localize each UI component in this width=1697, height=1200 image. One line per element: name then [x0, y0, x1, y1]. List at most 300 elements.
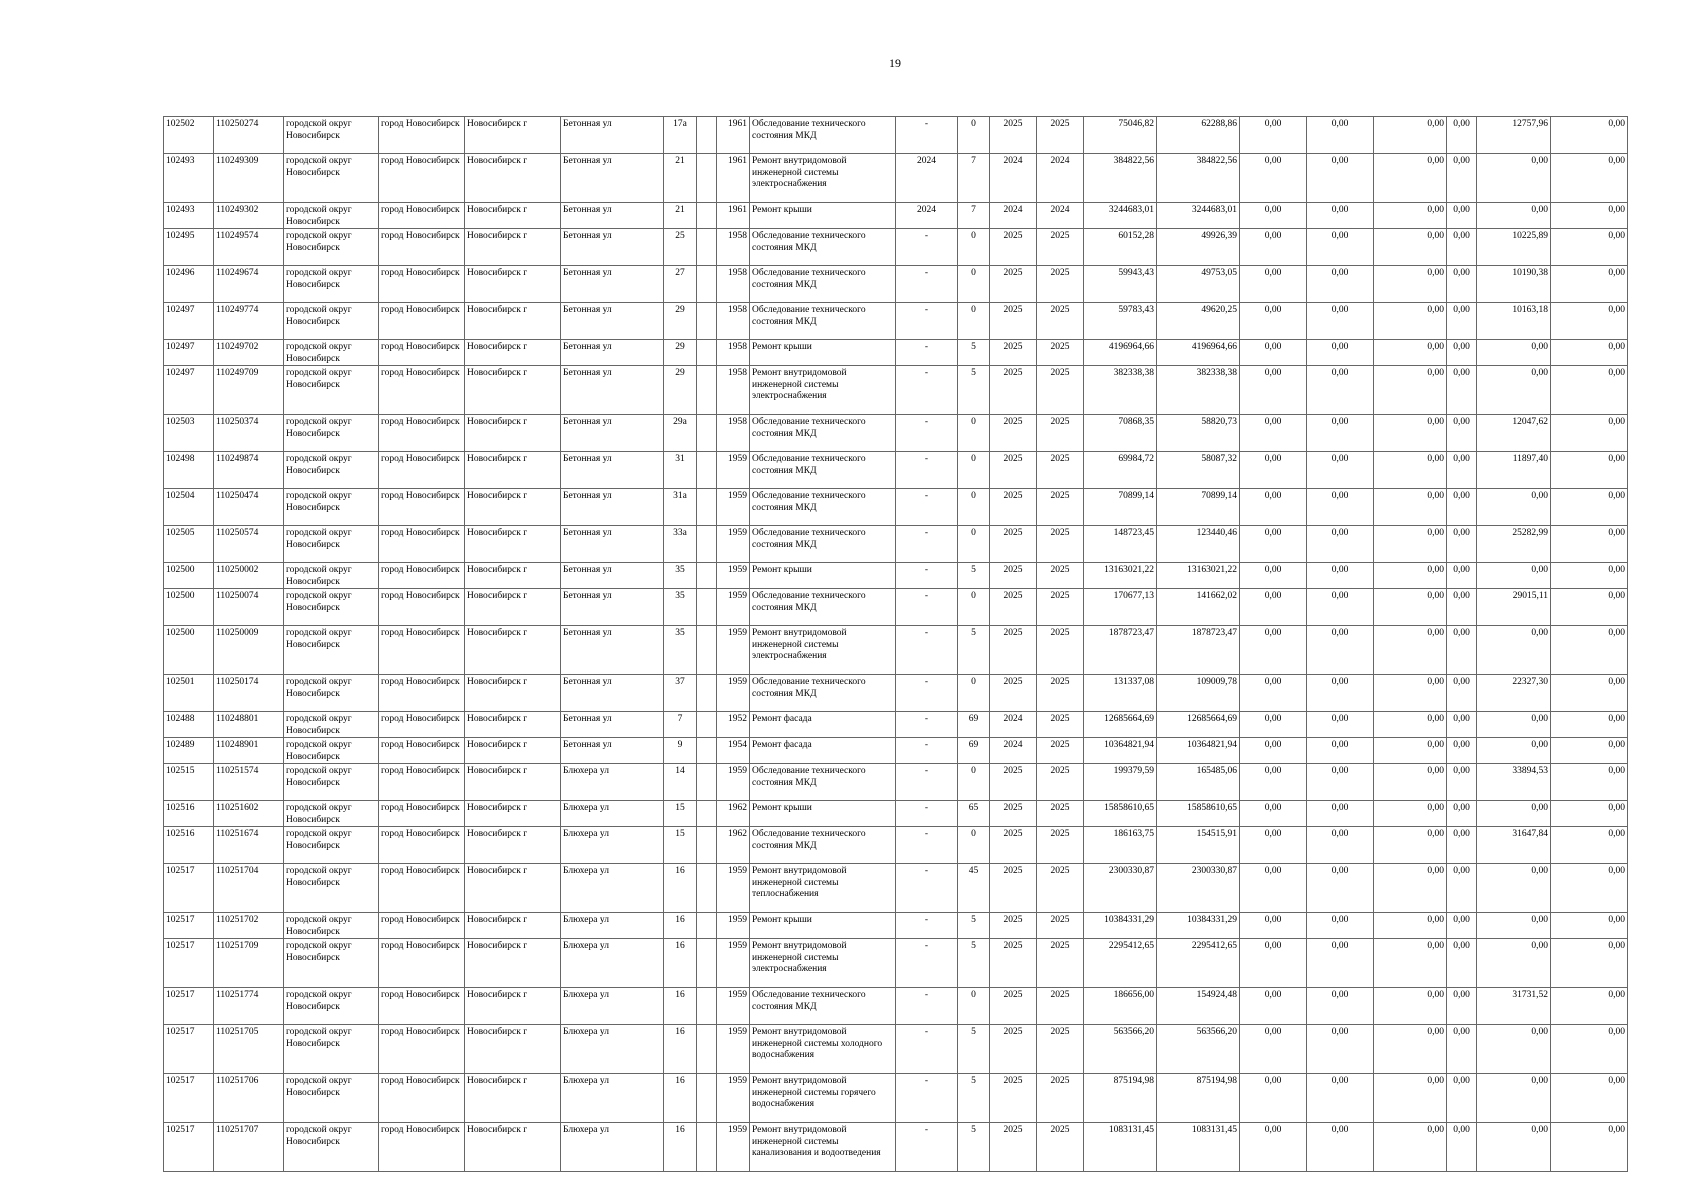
cell-wear-percent: 0 — [958, 589, 990, 626]
cell-record-id: 110250074 — [214, 589, 284, 626]
cell-start-year: 2025 — [990, 1074, 1037, 1123]
cell-house-number: 21 — [664, 203, 697, 229]
cell-street: Блюхера ул — [561, 1074, 664, 1123]
cell-cost-col-4: 0,00 — [1447, 452, 1477, 489]
cell-building — [697, 452, 717, 489]
cell-municipal-district: городской округ Новосибирск — [284, 203, 379, 229]
cell-wear-percent: 0 — [958, 415, 990, 452]
cell-cost-col-4: 0,00 — [1447, 526, 1477, 563]
cell-built-year: 1959 — [717, 939, 750, 988]
cell-cost-col-1: 0,00 — [1240, 366, 1307, 415]
cell-built-year: 1959 — [717, 1074, 750, 1123]
table-row — [164, 489, 1628, 526]
cell-end-year: 2025 — [1037, 675, 1084, 712]
cell-cost-col-2: 0,00 — [1307, 764, 1374, 801]
cell-record-id: 110249302 — [214, 203, 284, 229]
cell-cost-col-1: 0,00 — [1240, 1123, 1307, 1172]
cell-locality: Новосибирск г — [465, 712, 561, 738]
cell-cost-col-1: 0,00 — [1240, 712, 1307, 738]
cell-record-id: 110250009 — [214, 626, 284, 675]
cell-cost-col-2: 0,00 — [1307, 452, 1374, 489]
cell-owner-cost: 0,00 — [1477, 626, 1551, 675]
cell-row-id: 102493 — [164, 154, 214, 203]
cell-end-year: 2025 — [1037, 827, 1084, 864]
cell-house-number: 16 — [664, 1025, 697, 1074]
cell-cost-col-2: 0,00 — [1307, 939, 1374, 988]
cell-building — [697, 266, 717, 303]
cell-wear-percent: 5 — [958, 626, 990, 675]
cell-cost-col-6: 0,00 — [1551, 366, 1628, 415]
cell-end-year: 2025 — [1037, 939, 1084, 988]
cell-cost-col-2: 0,00 — [1307, 1025, 1374, 1074]
cell-building — [697, 939, 717, 988]
cell-owner-cost: 29015,11 — [1477, 589, 1551, 626]
cell-work-type: Обследование технического состояния МКД — [750, 489, 896, 526]
cell-row-id: 102517 — [164, 913, 214, 939]
cell-cost-col-6: 0,00 — [1551, 154, 1628, 203]
cell-planned-year: - — [896, 913, 958, 939]
cell-fund-cost: 10384331,29 — [1157, 913, 1240, 939]
cell-building — [697, 489, 717, 526]
cell-building — [697, 827, 717, 864]
cell-wear-percent: 0 — [958, 117, 990, 154]
cell-work-type: Ремонт внутридомовой инженерной системы электроснабжения — [750, 626, 896, 675]
table-row — [164, 229, 1628, 266]
cell-locality: Новосибирск г — [465, 340, 561, 366]
table-row — [164, 266, 1628, 303]
cell-planned-year: - — [896, 1123, 958, 1172]
cell-cost-col-4: 0,00 — [1447, 563, 1477, 589]
cell-house-number: 14 — [664, 764, 697, 801]
cell-built-year: 1959 — [717, 626, 750, 675]
cell-fund-cost: 70899,14 — [1157, 489, 1240, 526]
cell-settlement: город Новосибирск — [379, 154, 465, 203]
cell-cost-col-1: 0,00 — [1240, 1074, 1307, 1123]
cell-planned-year: - — [896, 589, 958, 626]
cell-start-year: 2024 — [990, 154, 1037, 203]
cell-house-number: 25 — [664, 229, 697, 266]
cell-cost-col-2: 0,00 — [1307, 801, 1374, 827]
cell-total-cost: 382338,38 — [1084, 366, 1157, 415]
cell-wear-percent: 0 — [958, 675, 990, 712]
cell-planned-year: - — [896, 452, 958, 489]
cell-cost-col-4: 0,00 — [1447, 764, 1477, 801]
cell-cost-col-1: 0,00 — [1240, 1025, 1307, 1074]
cell-record-id: 110251706 — [214, 1074, 284, 1123]
cell-municipal-district: городской округ Новосибирск — [284, 1123, 379, 1172]
cell-house-number: 16 — [664, 939, 697, 988]
cell-cost-col-3: 0,00 — [1374, 1123, 1447, 1172]
cell-municipal-district: городской округ Новосибирск — [284, 266, 379, 303]
cell-house-number: 9 — [664, 738, 697, 764]
cell-fund-cost: 12685664,69 — [1157, 712, 1240, 738]
cell-work-type: Обследование технического состояния МКД — [750, 415, 896, 452]
cell-owner-cost: 0,00 — [1477, 801, 1551, 827]
cell-built-year: 1959 — [717, 526, 750, 563]
cell-start-year: 2025 — [990, 988, 1037, 1025]
cell-work-type: Ремонт внутридомовой инженерной системы теплоснабжения — [750, 864, 896, 913]
cell-wear-percent: 69 — [958, 738, 990, 764]
cell-street: Бетонная ул — [561, 366, 664, 415]
cell-total-cost: 1878723,47 — [1084, 626, 1157, 675]
cell-cost-col-4: 0,00 — [1447, 229, 1477, 266]
cell-house-number: 7 — [664, 712, 697, 738]
cell-settlement: город Новосибирск — [379, 526, 465, 563]
cell-fund-cost: 49620,25 — [1157, 303, 1240, 340]
cell-end-year: 2025 — [1037, 366, 1084, 415]
cell-record-id: 110250174 — [214, 675, 284, 712]
cell-street: Бетонная ул — [561, 117, 664, 154]
cell-municipal-district: городской округ Новосибирск — [284, 864, 379, 913]
cell-wear-percent: 0 — [958, 266, 990, 303]
cell-cost-col-2: 0,00 — [1307, 229, 1374, 266]
cell-cost-col-6: 0,00 — [1551, 675, 1628, 712]
cell-cost-col-4: 0,00 — [1447, 712, 1477, 738]
cell-locality: Новосибирск г — [465, 203, 561, 229]
table-row — [164, 738, 1628, 764]
cell-total-cost: 10364821,94 — [1084, 738, 1157, 764]
table-row — [164, 589, 1628, 626]
cell-fund-cost: 2300330,87 — [1157, 864, 1240, 913]
cell-locality: Новосибирск г — [465, 526, 561, 563]
cell-street: Бетонная ул — [561, 712, 664, 738]
cell-cost-col-6: 0,00 — [1551, 489, 1628, 526]
cell-record-id: 110249574 — [214, 229, 284, 266]
cell-start-year: 2025 — [990, 526, 1037, 563]
cell-cost-col-1: 0,00 — [1240, 266, 1307, 303]
table-row — [164, 1074, 1628, 1123]
cell-fund-cost: 123440,46 — [1157, 526, 1240, 563]
cell-building — [697, 1025, 717, 1074]
cell-owner-cost: 0,00 — [1477, 154, 1551, 203]
cell-owner-cost: 0,00 — [1477, 913, 1551, 939]
cell-municipal-district: городской округ Новосибирск — [284, 626, 379, 675]
cell-work-type: Обследование технического состояния МКД — [750, 303, 896, 340]
cell-cost-col-4: 0,00 — [1447, 801, 1477, 827]
cell-row-id: 102496 — [164, 266, 214, 303]
cell-end-year: 2025 — [1037, 589, 1084, 626]
cell-settlement: город Новосибирск — [379, 1074, 465, 1123]
cell-building — [697, 988, 717, 1025]
cell-building — [697, 913, 717, 939]
cell-settlement: город Новосибирск — [379, 1123, 465, 1172]
cell-settlement: город Новосибирск — [379, 712, 465, 738]
cell-start-year: 2025 — [990, 864, 1037, 913]
cell-planned-year: - — [896, 303, 958, 340]
cell-locality: Новосибирск г — [465, 563, 561, 589]
cell-owner-cost: 10190,38 — [1477, 266, 1551, 303]
cell-municipal-district: городской округ Новосибирск — [284, 988, 379, 1025]
cell-street: Бетонная ул — [561, 340, 664, 366]
page-number: 19 — [889, 56, 901, 70]
cell-planned-year: - — [896, 415, 958, 452]
cell-fund-cost: 384822,56 — [1157, 154, 1240, 203]
cell-start-year: 2025 — [990, 489, 1037, 526]
cell-total-cost: 1083131,45 — [1084, 1123, 1157, 1172]
table-row — [164, 939, 1628, 988]
cell-cost-col-6: 0,00 — [1551, 738, 1628, 764]
cell-end-year: 2025 — [1037, 117, 1084, 154]
cell-municipal-district: городской округ Новосибирск — [284, 415, 379, 452]
table-row — [164, 203, 1628, 229]
cell-total-cost: 70899,14 — [1084, 489, 1157, 526]
table-row — [164, 1025, 1628, 1074]
cell-owner-cost: 25282,99 — [1477, 526, 1551, 563]
cell-building — [697, 738, 717, 764]
cell-row-id: 102501 — [164, 675, 214, 712]
cell-row-id: 102500 — [164, 626, 214, 675]
cell-fund-cost: 49926,39 — [1157, 229, 1240, 266]
cell-planned-year: - — [896, 526, 958, 563]
cell-municipal-district: городской округ Новосибирск — [284, 913, 379, 939]
cell-owner-cost: 0,00 — [1477, 563, 1551, 589]
cell-cost-col-1: 0,00 — [1240, 864, 1307, 913]
cell-settlement: город Новосибирск — [379, 626, 465, 675]
cell-fund-cost: 2295412,65 — [1157, 939, 1240, 988]
cell-house-number: 33а — [664, 526, 697, 563]
cell-owner-cost: 0,00 — [1477, 864, 1551, 913]
cell-street: Блюхера ул — [561, 801, 664, 827]
cell-settlement: город Новосибирск — [379, 801, 465, 827]
capital-repair-table — [163, 116, 1628, 1172]
cell-cost-col-2: 0,00 — [1307, 1074, 1374, 1123]
cell-street: Бетонная ул — [561, 626, 664, 675]
cell-cost-col-2: 0,00 — [1307, 589, 1374, 626]
cell-cost-col-2: 0,00 — [1307, 626, 1374, 675]
cell-street: Блюхера ул — [561, 1025, 664, 1074]
cell-work-type: Ремонт внутридомовой инженерной системы электроснабжения — [750, 154, 896, 203]
cell-built-year: 1962 — [717, 827, 750, 864]
cell-cost-col-4: 0,00 — [1447, 154, 1477, 203]
cell-cost-col-3: 0,00 — [1374, 738, 1447, 764]
cell-row-id: 102504 — [164, 489, 214, 526]
cell-cost-col-2: 0,00 — [1307, 988, 1374, 1025]
cell-built-year: 1958 — [717, 415, 750, 452]
cell-total-cost: 875194,98 — [1084, 1074, 1157, 1123]
cell-end-year: 2025 — [1037, 913, 1084, 939]
cell-cost-col-4: 0,00 — [1447, 366, 1477, 415]
table-row — [164, 415, 1628, 452]
cell-built-year: 1959 — [717, 1025, 750, 1074]
cell-cost-col-6: 0,00 — [1551, 340, 1628, 366]
cell-municipal-district: городской округ Новосибирск — [284, 1074, 379, 1123]
cell-record-id: 110248801 — [214, 712, 284, 738]
cell-cost-col-6: 0,00 — [1551, 266, 1628, 303]
cell-cost-col-4: 0,00 — [1447, 203, 1477, 229]
cell-street: Бетонная ул — [561, 229, 664, 266]
cell-house-number: 17а — [664, 117, 697, 154]
cell-cost-col-3: 0,00 — [1374, 117, 1447, 154]
cell-cost-col-1: 0,00 — [1240, 764, 1307, 801]
cell-total-cost: 3244683,01 — [1084, 203, 1157, 229]
cell-row-id: 102502 — [164, 117, 214, 154]
cell-locality: Новосибирск г — [465, 939, 561, 988]
cell-cost-col-3: 0,00 — [1374, 266, 1447, 303]
cell-planned-year: - — [896, 738, 958, 764]
cell-start-year: 2025 — [990, 1025, 1037, 1074]
cell-cost-col-3: 0,00 — [1374, 626, 1447, 675]
cell-building — [697, 203, 717, 229]
cell-cost-col-3: 0,00 — [1374, 712, 1447, 738]
cell-cost-col-6: 0,00 — [1551, 1074, 1628, 1123]
cell-house-number: 27 — [664, 266, 697, 303]
cell-cost-col-3: 0,00 — [1374, 452, 1447, 489]
cell-cost-col-3: 0,00 — [1374, 801, 1447, 827]
cell-row-id: 102497 — [164, 303, 214, 340]
cell-end-year: 2025 — [1037, 563, 1084, 589]
table-row — [164, 340, 1628, 366]
cell-cost-col-1: 0,00 — [1240, 452, 1307, 489]
cell-cost-col-2: 0,00 — [1307, 675, 1374, 712]
cell-planned-year: - — [896, 340, 958, 366]
cell-end-year: 2025 — [1037, 988, 1084, 1025]
cell-planned-year: - — [896, 827, 958, 864]
cell-locality: Новосибирск г — [465, 864, 561, 913]
cell-street: Блюхера ул — [561, 913, 664, 939]
cell-cost-col-2: 0,00 — [1307, 1123, 1374, 1172]
cell-cost-col-1: 0,00 — [1240, 117, 1307, 154]
cell-cost-col-2: 0,00 — [1307, 266, 1374, 303]
cell-work-type: Ремонт крыши — [750, 913, 896, 939]
cell-cost-col-6: 0,00 — [1551, 415, 1628, 452]
cell-municipal-district: городской округ Новосибирск — [284, 939, 379, 988]
cell-cost-col-1: 0,00 — [1240, 154, 1307, 203]
cell-start-year: 2024 — [990, 712, 1037, 738]
cell-building — [697, 415, 717, 452]
cell-house-number: 16 — [664, 864, 697, 913]
cell-row-id: 102517 — [164, 988, 214, 1025]
cell-fund-cost: 49753,05 — [1157, 266, 1240, 303]
cell-cost-col-6: 0,00 — [1551, 913, 1628, 939]
cell-built-year: 1961 — [717, 203, 750, 229]
cell-cost-col-4: 0,00 — [1447, 266, 1477, 303]
cell-record-id: 110251574 — [214, 764, 284, 801]
cell-fund-cost: 58087,32 — [1157, 452, 1240, 489]
cell-fund-cost: 15858610,65 — [1157, 801, 1240, 827]
cell-record-id: 110251709 — [214, 939, 284, 988]
cell-planned-year: - — [896, 229, 958, 266]
cell-work-type: Обследование технического состояния МКД — [750, 229, 896, 266]
cell-total-cost: 199379,59 — [1084, 764, 1157, 801]
cell-municipal-district: городской округ Новосибирск — [284, 712, 379, 738]
cell-building — [697, 801, 717, 827]
cell-row-id: 102495 — [164, 229, 214, 266]
cell-planned-year: - — [896, 117, 958, 154]
cell-wear-percent: 0 — [958, 229, 990, 266]
cell-built-year: 1958 — [717, 303, 750, 340]
cell-built-year: 1958 — [717, 366, 750, 415]
cell-locality: Новосибирск г — [465, 303, 561, 340]
cell-cost-col-6: 0,00 — [1551, 452, 1628, 489]
cell-planned-year: - — [896, 266, 958, 303]
cell-cost-col-4: 0,00 — [1447, 415, 1477, 452]
cell-street: Бетонная ул — [561, 452, 664, 489]
cell-start-year: 2025 — [990, 626, 1037, 675]
cell-end-year: 2025 — [1037, 266, 1084, 303]
cell-house-number: 31 — [664, 452, 697, 489]
cell-record-id: 110250274 — [214, 117, 284, 154]
cell-settlement: город Новосибирск — [379, 489, 465, 526]
cell-cost-col-3: 0,00 — [1374, 1025, 1447, 1074]
table-row — [164, 366, 1628, 415]
cell-work-type: Обследование технического состояния МКД — [750, 764, 896, 801]
cell-municipal-district: городской округ Новосибирск — [284, 117, 379, 154]
cell-fund-cost: 3244683,01 — [1157, 203, 1240, 229]
cell-cost-col-6: 0,00 — [1551, 801, 1628, 827]
cell-start-year: 2025 — [990, 764, 1037, 801]
cell-row-id: 102517 — [164, 1074, 214, 1123]
cell-total-cost: 60152,28 — [1084, 229, 1157, 266]
cell-cost-col-3: 0,00 — [1374, 489, 1447, 526]
cell-settlement: город Новосибирск — [379, 415, 465, 452]
cell-start-year: 2025 — [990, 563, 1037, 589]
cell-work-type: Ремонт внутридомовой инженерной системы холодного водоснабжения — [750, 1025, 896, 1074]
cell-record-id: 110248901 — [214, 738, 284, 764]
cell-record-id: 110251702 — [214, 913, 284, 939]
cell-municipal-district: городской округ Новосибирск — [284, 154, 379, 203]
cell-total-cost: 4196964,66 — [1084, 340, 1157, 366]
cell-cost-col-3: 0,00 — [1374, 827, 1447, 864]
cell-wear-percent: 5 — [958, 340, 990, 366]
cell-record-id: 110251704 — [214, 864, 284, 913]
cell-settlement: город Новосибирск — [379, 913, 465, 939]
cell-cost-col-6: 0,00 — [1551, 589, 1628, 626]
cell-wear-percent: 0 — [958, 988, 990, 1025]
cell-row-id: 102497 — [164, 366, 214, 415]
cell-row-id: 102489 — [164, 738, 214, 764]
cell-record-id: 110249702 — [214, 340, 284, 366]
cell-settlement: город Новосибирск — [379, 266, 465, 303]
cell-start-year: 2024 — [990, 738, 1037, 764]
cell-cost-col-2: 0,00 — [1307, 913, 1374, 939]
cell-building — [697, 303, 717, 340]
cell-work-type: Обследование технического состояния МКД — [750, 675, 896, 712]
cell-street: Бетонная ул — [561, 303, 664, 340]
cell-house-number: 16 — [664, 913, 697, 939]
cell-fund-cost: 62288,86 — [1157, 117, 1240, 154]
cell-cost-col-6: 0,00 — [1551, 712, 1628, 738]
cell-wear-percent: 69 — [958, 712, 990, 738]
cell-row-id: 102517 — [164, 864, 214, 913]
cell-building — [697, 675, 717, 712]
cell-cost-col-6: 0,00 — [1551, 764, 1628, 801]
table-row — [164, 154, 1628, 203]
cell-cost-col-4: 0,00 — [1447, 988, 1477, 1025]
cell-owner-cost: 33894,53 — [1477, 764, 1551, 801]
cell-owner-cost: 31647,84 — [1477, 827, 1551, 864]
cell-record-id: 110249709 — [214, 366, 284, 415]
cell-fund-cost: 563566,20 — [1157, 1025, 1240, 1074]
cell-end-year: 2025 — [1037, 626, 1084, 675]
cell-work-type: Ремонт крыши — [750, 563, 896, 589]
cell-cost-col-3: 0,00 — [1374, 675, 1447, 712]
cell-locality: Новосибирск г — [465, 675, 561, 712]
cell-fund-cost: 154515,91 — [1157, 827, 1240, 864]
cell-start-year: 2025 — [990, 415, 1037, 452]
cell-building — [697, 764, 717, 801]
cell-house-number: 35 — [664, 626, 697, 675]
cell-built-year: 1962 — [717, 801, 750, 827]
cell-fund-cost: 1878723,47 — [1157, 626, 1240, 675]
cell-start-year: 2025 — [990, 1123, 1037, 1172]
cell-municipal-district: городской округ Новосибирск — [284, 229, 379, 266]
cell-cost-col-6: 0,00 — [1551, 1123, 1628, 1172]
cell-wear-percent: 5 — [958, 366, 990, 415]
cell-cost-col-4: 0,00 — [1447, 864, 1477, 913]
cell-locality: Новосибирск г — [465, 913, 561, 939]
cell-municipal-district: городской округ Новосибирск — [284, 366, 379, 415]
cell-cost-col-1: 0,00 — [1240, 563, 1307, 589]
